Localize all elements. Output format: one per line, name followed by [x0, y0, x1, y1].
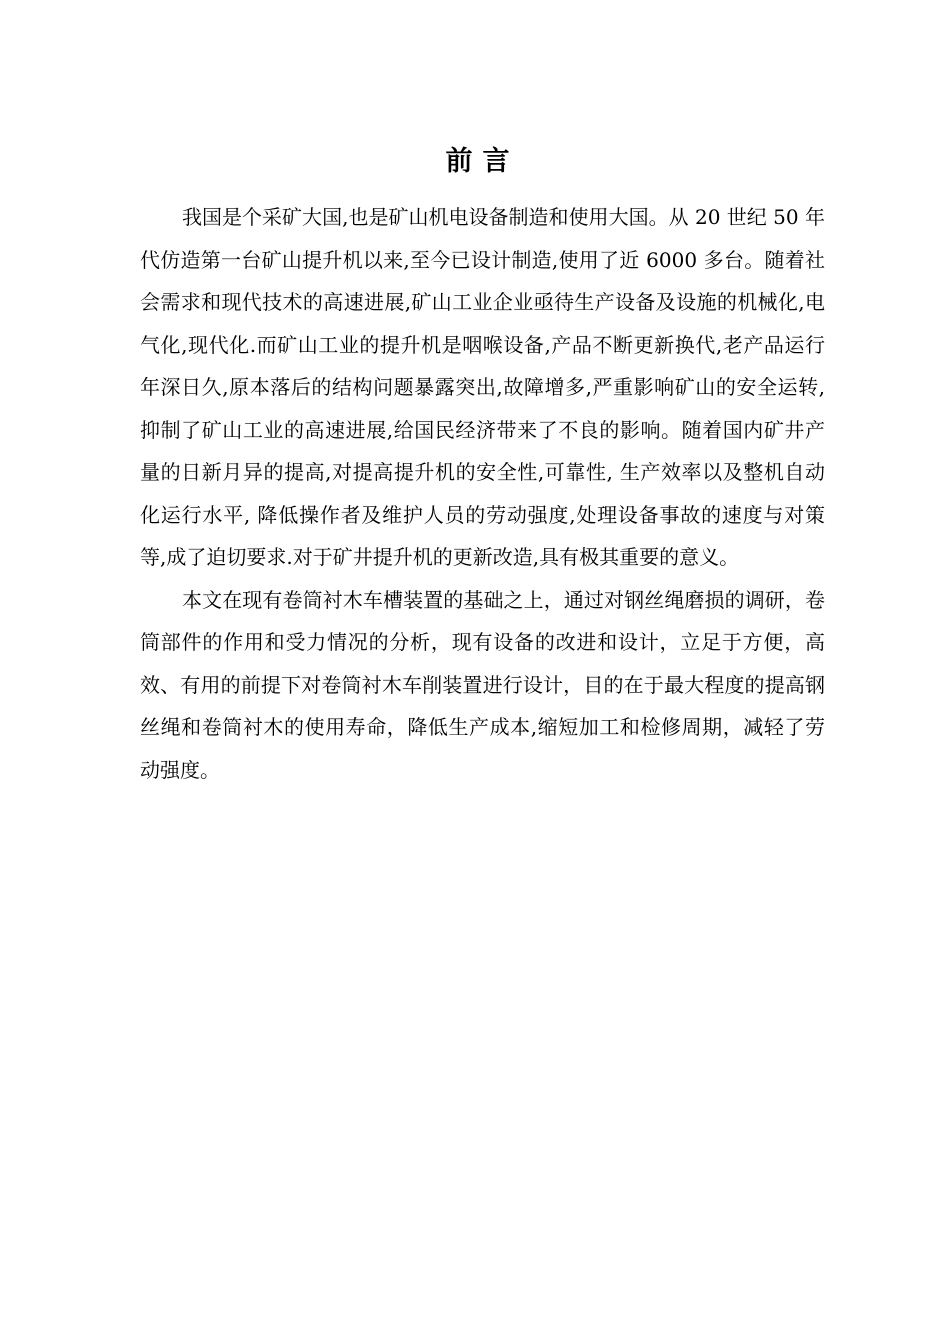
- page-title: 前言: [445, 146, 520, 177]
- paragraph-1: 我国是个采矿大国,也是矿山机电设备制造和使用大国。从 20 世纪 50 年代仿造第一台矿山提升机以来,至今已设计制造,使用了近 6000 多台。随着社会需求和现代技术的高速进展,矿山工业企业亟待生产设备及设施的机械化,电气化,现代化.而矿山工业的提升机是咽喉设备,产品不断更新换代,老产品运行年深日久,原本落后的结构问题暴露突出,故障增多,严重影响矿山的安全运转,抑制了矿山工业的高速进展,给国民经济带来了不良的影响。随着国内矿井产量的日新月异的提高,对提高提升机的安全性,可靠性, 生产效率以及整机自动化运行水平, 降低操作者及维护人员的劳动强度,处理设备事故的速度与对策等,成了迫切要求.对于矿井提升机的更新改造,具有极其重要的意义。: [140, 205, 825, 569]
- paragraph-2: 本文在现有卷筒衬木车槽装置的基础之上，通过对钢丝绳磨损的调研，卷筒部件的作用和受力情况的分析，现有设备的改进和设计，立足于方便，高效、有用的前提下对卷筒衬木车削装置进行设计，目的在于最大程度的提高钢丝绳和卷筒衬木的使用寿命，降低生产成本,缩短加工和检修周期，减轻了劳动强度。: [140, 587, 825, 782]
- document-body: [140, 196, 825, 791]
